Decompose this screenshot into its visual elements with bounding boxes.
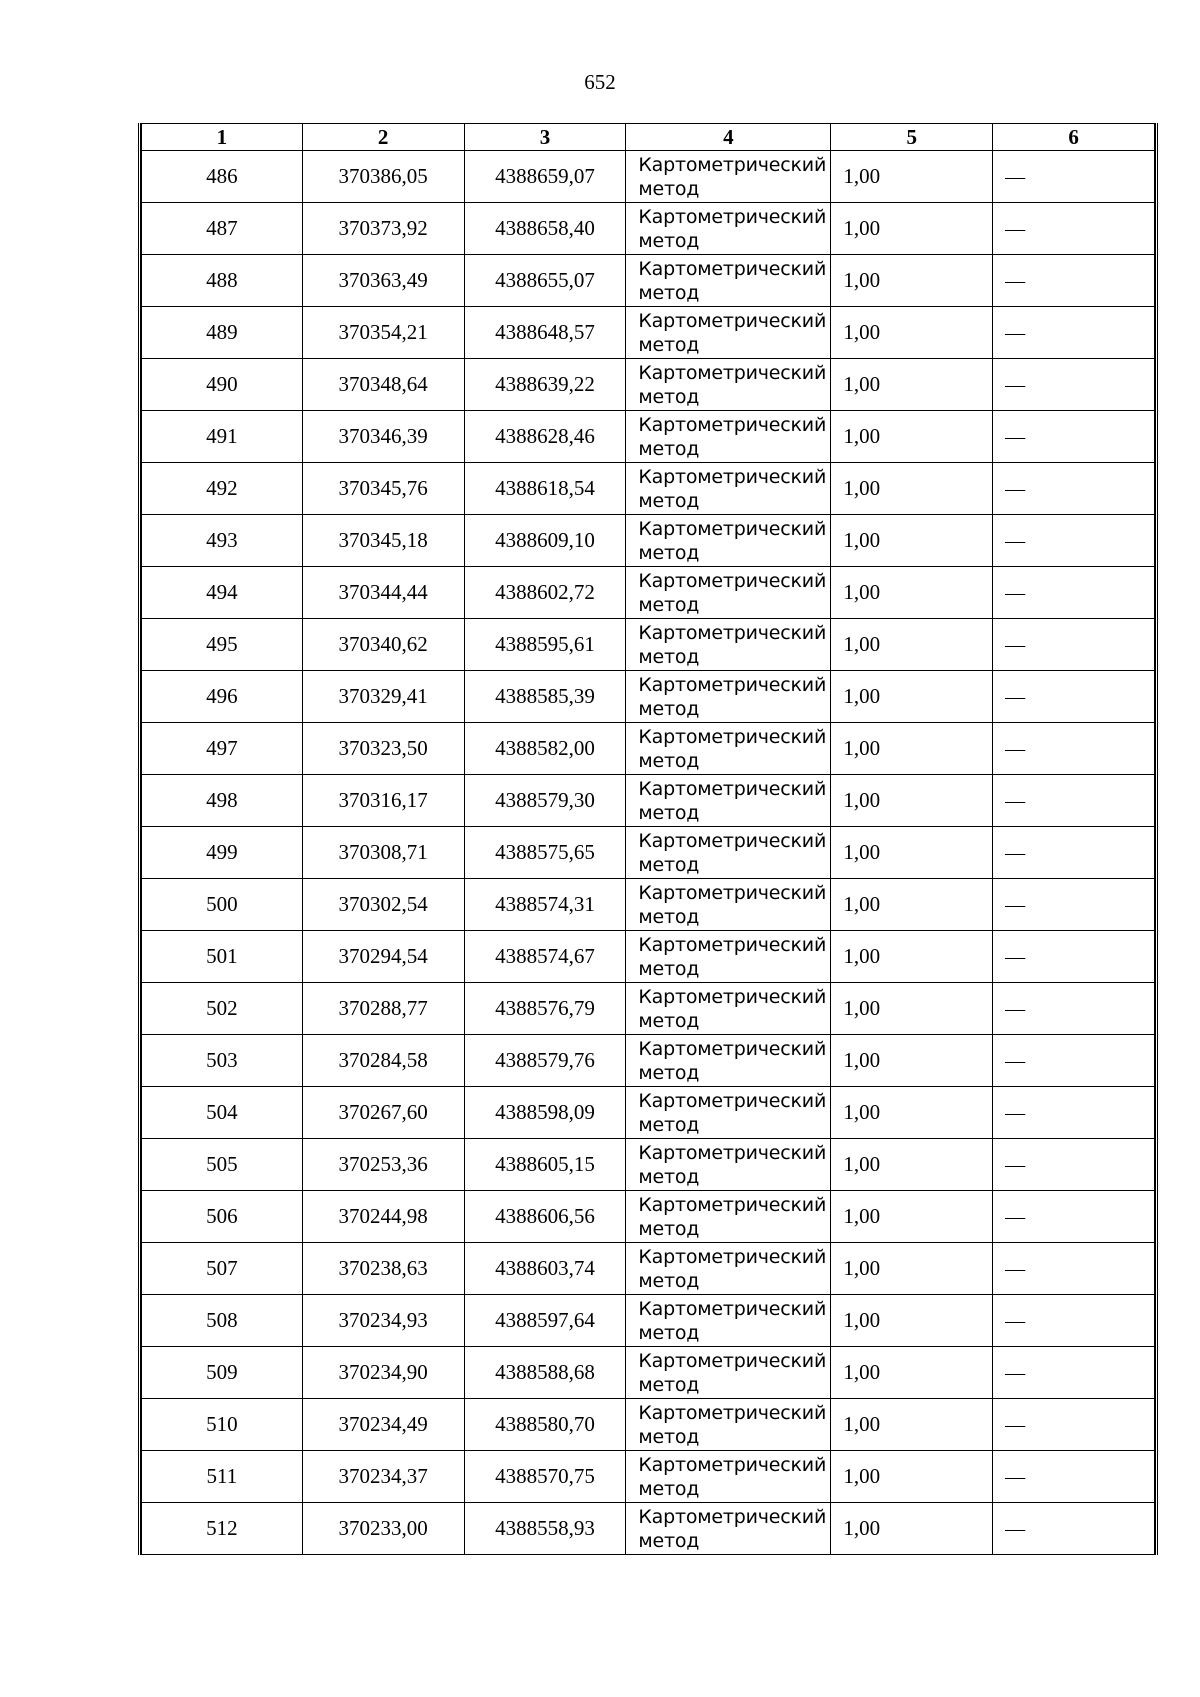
method-line-1: Картометрический [638,673,827,696]
note-cell [993,1243,1155,1295]
precision-cell: 1,00 [831,983,993,1035]
y-coordinate-cell: 4388588,68 [464,1347,626,1399]
method-line-1: Картометрический [638,309,827,332]
point-number-cell: 489 [142,307,303,359]
dash-mark: — [1005,634,1026,656]
note-cell [993,359,1155,411]
precision-cell: 1,00 [831,255,993,307]
table-row [142,1399,1155,1451]
dash-mark: — [1005,218,1026,240]
method-cell [626,723,831,775]
table-row [142,255,1155,307]
method-line-1: Картометрический [638,257,827,280]
dash-mark: — [1005,374,1026,396]
y-coordinate-cell: 4388585,39 [464,671,626,723]
method-line-2: метод [638,697,700,720]
method-line-2: метод [638,1373,700,1396]
point-number-cell: 496 [142,671,303,723]
y-coordinate-cell: 4388659,07 [464,151,626,203]
method-cell [626,619,831,671]
method-line-2: метод [638,1477,700,1500]
dash-mark: — [1005,478,1026,500]
precision-cell: 1,00 [831,723,993,775]
x-coordinate-cell: 370346,39 [302,411,464,463]
method-line-1: Картометрический [638,1297,827,1320]
dash-mark: — [1005,1050,1026,1072]
precision-cell: 1,00 [831,1503,993,1555]
method-line-1: Картометрический [638,829,827,852]
header-col-4: 4 [626,124,831,151]
point-number-cell: 512 [142,1503,303,1555]
x-coordinate-cell: 370344,44 [302,567,464,619]
precision-cell: 1,00 [831,203,993,255]
point-number-cell: 511 [142,1451,303,1503]
table-row [142,515,1155,567]
method-cell [626,1035,831,1087]
point-number-cell: 487 [142,203,303,255]
x-coordinate-cell: 370267,60 [302,1087,464,1139]
y-coordinate-cell: 4388558,93 [464,1503,626,1555]
method-line-1: Картометрический [638,725,827,748]
x-coordinate-cell: 370354,21 [302,307,464,359]
x-coordinate-cell: 370345,76 [302,463,464,515]
point-number-cell: 497 [142,723,303,775]
precision-cell: 1,00 [831,1347,993,1399]
precision-cell: 1,00 [831,1451,993,1503]
method-cell [626,1243,831,1295]
point-number-cell: 491 [142,411,303,463]
method-cell [626,931,831,983]
note-cell [993,879,1155,931]
method-cell [626,1451,831,1503]
table-row [142,1295,1155,1347]
x-coordinate-cell: 370340,62 [302,619,464,671]
precision-cell: 1,00 [831,775,993,827]
table-row [142,1035,1155,1087]
method-line-1: Картометрический [638,777,827,800]
table-row [142,1451,1155,1503]
x-coordinate-cell: 370244,98 [302,1191,464,1243]
method-line-1: Картометрический [638,569,827,592]
table-row [142,567,1155,619]
dash-mark: — [1005,582,1026,604]
method-line-2: метод [638,333,700,356]
note-cell [993,619,1155,671]
point-number-cell: 504 [142,1087,303,1139]
dash-mark: — [1005,1362,1026,1384]
precision-cell: 1,00 [831,411,993,463]
method-line-1: Картометрический [638,361,827,384]
x-coordinate-cell: 370234,49 [302,1399,464,1451]
method-line-1: Картометрический [638,1037,827,1060]
dash-mark: — [1005,1518,1026,1540]
point-number-cell: 488 [142,255,303,307]
table-row [142,1139,1155,1191]
dash-mark: — [1005,530,1026,552]
table-header-row [142,124,1155,151]
x-coordinate-cell: 370316,17 [302,775,464,827]
method-line-2: метод [638,541,700,564]
x-coordinate-cell: 370238,63 [302,1243,464,1295]
table-row [142,463,1155,515]
dash-mark: — [1005,998,1026,1020]
x-coordinate-cell: 370233,00 [302,1503,464,1555]
y-coordinate-cell: 4388574,67 [464,931,626,983]
y-coordinate-cell: 4388570,75 [464,1451,626,1503]
dash-mark: — [1005,842,1026,864]
point-number-cell: 486 [142,151,303,203]
x-coordinate-cell: 370363,49 [302,255,464,307]
point-number-cell: 494 [142,567,303,619]
y-coordinate-cell: 4388606,56 [464,1191,626,1243]
method-line-1: Картометрический [638,1141,827,1164]
y-coordinate-cell: 4388658,40 [464,203,626,255]
x-coordinate-cell: 370234,37 [302,1451,464,1503]
point-number-cell: 499 [142,827,303,879]
y-coordinate-cell: 4388655,07 [464,255,626,307]
method-cell [626,307,831,359]
note-cell [993,775,1155,827]
method-line-2: метод [638,957,700,980]
dash-mark: — [1005,790,1026,812]
precision-cell: 1,00 [831,515,993,567]
note-cell [993,723,1155,775]
dash-mark: — [1005,1466,1026,1488]
method-cell [626,1295,831,1347]
dash-mark: — [1005,1154,1026,1176]
method-line-2: метод [638,281,700,304]
method-cell [626,1399,831,1451]
dash-mark: — [1005,1310,1026,1332]
method-cell [626,1191,831,1243]
point-number-cell: 501 [142,931,303,983]
table-row [142,983,1155,1035]
method-line-1: Картометрический [638,1401,827,1424]
method-cell [626,1503,831,1555]
method-line-2: метод [638,437,700,460]
note-cell [993,151,1155,203]
header-col-2: 2 [302,124,464,151]
note-cell [993,1139,1155,1191]
precision-cell: 1,00 [831,463,993,515]
note-cell [993,1503,1155,1555]
method-cell [626,1087,831,1139]
method-line-2: метод [638,593,700,616]
precision-cell: 1,00 [831,671,993,723]
table-row [142,151,1155,203]
method-line-2: метод [638,177,700,200]
method-line-2: метод [638,1165,700,1188]
note-cell [993,203,1155,255]
method-line-2: метод [638,1113,700,1136]
note-cell [993,671,1155,723]
method-cell [626,255,831,307]
table-row [142,619,1155,671]
x-coordinate-cell: 370288,77 [302,983,464,1035]
method-line-1: Картометрический [638,881,827,904]
note-cell [993,1399,1155,1451]
point-number-cell: 510 [142,1399,303,1451]
point-number-cell: 507 [142,1243,303,1295]
note-cell [993,515,1155,567]
dash-mark: — [1005,686,1026,708]
table-row [142,879,1155,931]
dash-mark: — [1005,738,1026,760]
method-line-2: метод [638,645,700,668]
note-cell [993,1035,1155,1087]
table-row [142,1503,1155,1555]
method-line-1: Картометрический [638,1453,827,1476]
note-cell [993,931,1155,983]
x-coordinate-cell: 370284,58 [302,1035,464,1087]
note-cell [993,983,1155,1035]
y-coordinate-cell: 4388603,74 [464,1243,626,1295]
method-line-2: метод [638,1061,700,1084]
method-line-1: Картометрический [638,1245,827,1268]
y-coordinate-cell: 4388597,64 [464,1295,626,1347]
dash-mark: — [1005,1102,1026,1124]
dash-mark: — [1005,946,1026,968]
method-line-1: Картометрический [638,621,827,644]
precision-cell: 1,00 [831,151,993,203]
note-cell [993,255,1155,307]
method-line-2: метод [638,801,700,824]
method-line-2: метод [638,385,700,408]
method-line-1: Картометрический [638,985,827,1008]
precision-cell: 1,00 [831,931,993,983]
method-line-2: метод [638,229,700,252]
method-cell [626,463,831,515]
note-cell [993,1451,1155,1503]
method-cell [626,203,831,255]
table-row [142,1347,1155,1399]
note-cell [993,1295,1155,1347]
method-line-1: Картометрический [638,517,827,540]
method-cell [626,827,831,879]
table-row [142,671,1155,723]
method-cell [626,359,831,411]
method-line-2: метод [638,749,700,772]
x-coordinate-cell: 370348,64 [302,359,464,411]
dash-mark: — [1005,894,1026,916]
dash-mark: — [1005,270,1026,292]
precision-cell: 1,00 [831,827,993,879]
y-coordinate-cell: 4388628,46 [464,411,626,463]
x-coordinate-cell: 370294,54 [302,931,464,983]
x-coordinate-cell: 370234,93 [302,1295,464,1347]
table-body [142,151,1155,1555]
precision-cell: 1,00 [831,1035,993,1087]
method-cell [626,567,831,619]
method-line-1: Картометрический [638,465,827,488]
y-coordinate-cell: 4388598,09 [464,1087,626,1139]
method-line-1: Картометрический [638,413,827,436]
method-line-2: метод [638,1217,700,1240]
precision-cell: 1,00 [831,619,993,671]
y-coordinate-cell: 4388639,22 [464,359,626,411]
note-cell [993,1191,1155,1243]
note-cell [993,1347,1155,1399]
method-cell [626,515,831,567]
page-number: 652 [584,70,616,94]
method-line-2: метод [638,905,700,928]
method-line-2: метод [638,489,700,512]
table-row [142,203,1155,255]
point-number-cell: 508 [142,1295,303,1347]
method-cell [626,983,831,1035]
dash-mark: — [1005,1206,1026,1228]
x-coordinate-cell: 370308,71 [302,827,464,879]
table-row [142,1243,1155,1295]
point-number-cell: 505 [142,1139,303,1191]
precision-cell: 1,00 [831,359,993,411]
x-coordinate-cell: 370345,18 [302,515,464,567]
y-coordinate-cell: 4388579,76 [464,1035,626,1087]
table-row [142,411,1155,463]
point-number-cell: 493 [142,515,303,567]
point-number-cell: 509 [142,1347,303,1399]
y-coordinate-cell: 4388609,10 [464,515,626,567]
table-row [142,359,1155,411]
precision-cell: 1,00 [831,1295,993,1347]
table-row [142,1191,1155,1243]
y-coordinate-cell: 4388579,30 [464,775,626,827]
coordinates-table [141,123,1155,1555]
method-cell [626,775,831,827]
y-coordinate-cell: 4388605,15 [464,1139,626,1191]
y-coordinate-cell: 4388576,79 [464,983,626,1035]
y-coordinate-cell: 4388574,31 [464,879,626,931]
point-number-cell: 502 [142,983,303,1035]
method-line-1: Картометрический [638,153,827,176]
y-coordinate-cell: 4388595,61 [464,619,626,671]
table-row [142,723,1155,775]
table-row [142,827,1155,879]
precision-cell: 1,00 [831,1087,993,1139]
table-row [142,1087,1155,1139]
x-coordinate-cell: 370386,05 [302,151,464,203]
precision-cell: 1,00 [831,567,993,619]
y-coordinate-cell: 4388575,65 [464,827,626,879]
method-line-1: Картометрический [638,1089,827,1112]
header-col-6: 6 [993,124,1155,151]
method-cell [626,879,831,931]
x-coordinate-cell: 370329,41 [302,671,464,723]
precision-cell: 1,00 [831,879,993,931]
header-col-1: 1 [142,124,303,151]
method-cell [626,411,831,463]
dash-mark: — [1005,1258,1026,1280]
method-line-2: метод [638,1529,700,1552]
point-number-cell: 492 [142,463,303,515]
point-number-cell: 500 [142,879,303,931]
dash-mark: — [1005,322,1026,344]
y-coordinate-cell: 4388618,54 [464,463,626,515]
note-cell [993,463,1155,515]
method-cell [626,1347,831,1399]
table-row [142,931,1155,983]
x-coordinate-cell: 370234,90 [302,1347,464,1399]
x-coordinate-cell: 370373,92 [302,203,464,255]
coordinates-table-frame [138,123,1158,1555]
precision-cell: 1,00 [831,1191,993,1243]
point-number-cell: 490 [142,359,303,411]
method-line-2: метод [638,1269,700,1292]
x-coordinate-cell: 370302,54 [302,879,464,931]
x-coordinate-cell: 370323,50 [302,723,464,775]
point-number-cell: 506 [142,1191,303,1243]
method-cell [626,671,831,723]
method-line-1: Картометрический [638,1193,827,1216]
precision-cell: 1,00 [831,1243,993,1295]
method-line-2: метод [638,1321,700,1344]
dash-mark: — [1005,166,1026,188]
note-cell [993,1087,1155,1139]
header-col-5: 5 [831,124,993,151]
table-row [142,775,1155,827]
note-cell [993,411,1155,463]
method-line-1: Картометрический [638,1505,827,1528]
method-line-2: метод [638,853,700,876]
y-coordinate-cell: 4388582,00 [464,723,626,775]
header-col-3: 3 [464,124,626,151]
note-cell [993,307,1155,359]
precision-cell: 1,00 [831,307,993,359]
y-coordinate-cell: 4388580,70 [464,1399,626,1451]
x-coordinate-cell: 370253,36 [302,1139,464,1191]
note-cell [993,827,1155,879]
y-coordinate-cell: 4388648,57 [464,307,626,359]
note-cell [993,567,1155,619]
point-number-cell: 503 [142,1035,303,1087]
method-cell [626,151,831,203]
y-coordinate-cell: 4388602,72 [464,567,626,619]
point-number-cell: 498 [142,775,303,827]
dash-mark: — [1005,426,1026,448]
dash-mark: — [1005,1414,1026,1436]
point-number-cell: 495 [142,619,303,671]
precision-cell: 1,00 [831,1399,993,1451]
method-line-1: Картометрический [638,1349,827,1372]
method-line-2: метод [638,1425,700,1448]
table-row [142,307,1155,359]
precision-cell: 1,00 [831,1139,993,1191]
method-cell [626,1139,831,1191]
method-line-2: метод [638,1009,700,1032]
method-line-1: Картометрический [638,205,827,228]
method-line-1: Картометрический [638,933,827,956]
